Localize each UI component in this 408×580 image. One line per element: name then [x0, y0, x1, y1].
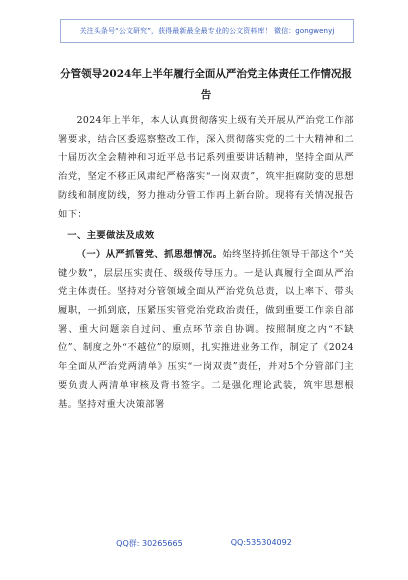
header-banner: 关注头条号“公文研究”，获得最新最全最专业的公文资料库！ 微信：gongwenyj [60, 19, 354, 43]
intro-paragraph: 2024年上半年，本人认真贯彻落实上级有关开展从严治党工作部署要求，结合区委巡察整改工作，深入贯彻落实党的二十大精神和二十届历次全会精神和习近平总书记系列重要讲话精神，坚持全面从严治党，坚定不移正风肃纪严格落实“一岗双责”，筑牢拒腐防变的思想防线和制度防线，努力推动分管工作再上新台阶。现将有关情况报告如下： [58, 115, 354, 220]
document-title: 分管领导2024年上半年履行全面从严治党主体责任工作情况报告 [60, 68, 352, 101]
document-body [58, 112, 354, 414]
footer-qq-group: QQ群: 30265665 [116, 539, 183, 548]
footer-qq: QQ:535304092 [230, 538, 292, 547]
section-heading: 一、主要做法及成效 [67, 230, 155, 242]
subsection-paragraph [58, 246, 354, 414]
subsection-text: 始终坚持抓住领导干部这个“关键少数”，层层压实责任、级级传导压力。一是认真履行全面从严治党主体责任。坚持对分管领域全面从严治党负总责，以上率下、带头履职，一抓到底，压紧压实管党治党政治责任，做到重要工作亲自部署、重大问题亲自过问、重点环节亲自协调。按照制度之内“不缺位”、制度之外“不越位”的原则，扎实推进业务工作，制定了《2024年全面从严治党两清单》压实“一岗双责”责任，并对5个分管部门主要负责人两清单审核及背书签字。二是强化理论武装，筑牢思想根基。坚持对重大决策部署 [58, 248, 354, 410]
footer [0, 538, 408, 549]
subsection-heading: （一）从严抓管党、抓思想情况。 [76, 248, 223, 260]
